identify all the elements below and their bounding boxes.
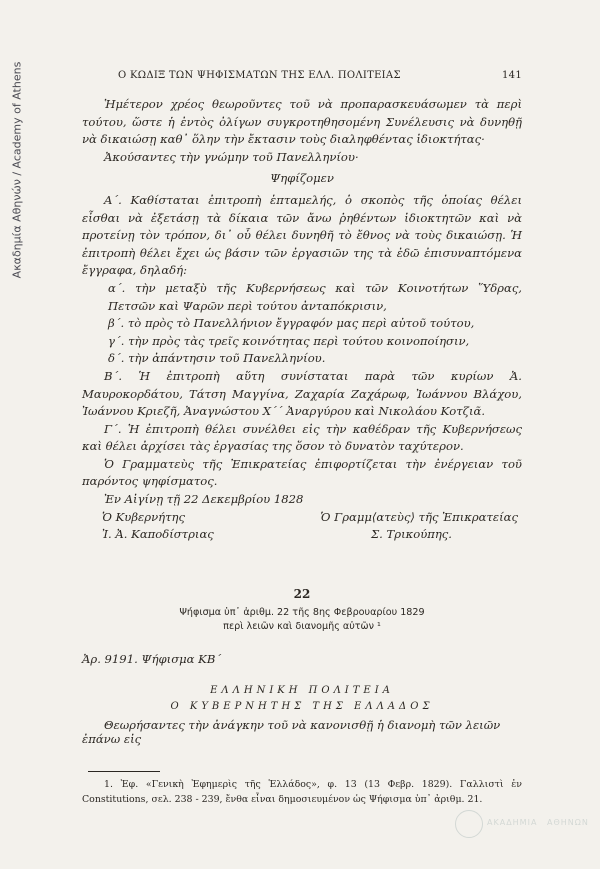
signature-right-name: Σ. Τρικούπης. — [370, 527, 452, 542]
paragraph-1: Ἡμέτερον χρέος θεωροῦντες τοῦ νὰ προπαρασκευάσωμεν τὰ περὶ τούτου, ὥστε ἡ ἐντὸς ὀλίγων συγκροτηθησομένη Συνέλευσις νὰ δυνηθῇ νὰ δικαιώσῃ καθ᾽ ὅλην τὴν ἔκτασιν τοὺς διαληφθέντας ἰδιοκτήτας· — [82, 97, 522, 147]
heading-psifizomen: Ψηφίζομεν — [270, 171, 334, 186]
paragraph-2: Ἀκούσαντες τὴν γνώμην τοῦ Πανελληνίου· — [104, 149, 359, 164]
decree-heading — [82, 606, 522, 634]
watermark-text-2: ΑΘΗΝΩΝ — [547, 818, 589, 827]
page-number: 141 — [502, 70, 522, 81]
signature-row-1 — [82, 509, 522, 527]
state-heading — [82, 683, 522, 715]
list-item-d: δ΄. τὴν ἀπάντησιν τοῦ Πανελληνίου. — [108, 351, 326, 366]
state-heading-line-1: ΕΛΛΗΝΙΚΗ ΠΟΛΙΤΕΙΑ — [210, 685, 394, 696]
list-item-a: α΄. τὴν μεταξὺ τῆς Κυβερνήσεως καὶ τῶν Κοινοτήτων Ὕδρας, Πετσῶν καὶ Ψαρῶν περὶ τούτου ἀνταπόκρισιν, — [108, 280, 522, 313]
watermark-text-1: ΑΚΑΔΗΜΙΑ — [487, 818, 538, 827]
academy-label: Ακαδημία Αθηνών / Academy of Athens — [10, 61, 24, 279]
sidebar-vertical-label — [4, 20, 30, 320]
article-a: Α΄. Καθίσταται ἐπιτροπὴ ἑπταμελής, ὁ σκοπὸς τῆς ὁποίας θέλει εἶσθαι νὰ ἐξετάσῃ τὰ δίκαια τῶν ἄνω ῥηθέντων ἰδιοκτητῶν καὶ νὰ προτείνῃ τὸν τρόπον, δι᾽ οὗ θέλει δυνηθῆ τὸ ἔθνος νὰ τοὺς δικαιώσῃ. Ἡ ἐπιτροπὴ θέλει ἔχει ὡς βάσιν τῶν ἐργασιῶν της τὰ ἐδῶ ἐπισυναπτόμενα ἔγγραφα, δηλαδή: — [82, 192, 522, 278]
decree-line-1: Ψήφισμα ὑπ᾽ ἀριθμ. 22 τῆς 8ης Φεβρουαρίου 1829 — [179, 607, 425, 618]
article-c: Γ΄. Ἡ ἐπιτροπὴ θέλει συνέλθει εἰς τὴν καθέδραν τῆς Κυβερνήσεως καὶ θέλει ἀρχίσει τὰς ἐργασίας της ὅσον τὸ δυνατὸν ταχύτερον. — [82, 421, 522, 454]
signature-row-2 — [82, 526, 522, 544]
footnote: 1. Ἐφ. «Γενικὴ Ἐφημερὶς τῆς Ἑλλάδος», φ. 13 (13 Φεβρ. 1829). Γαλλιστὶ ἐν Constitutions, σελ. 238 - 239, ἔνθα εἶναι δημοσιευμένον ὡς Ψήφισμα ὑπ᾽ ἀριθμ. 21. — [82, 779, 522, 805]
signature-right-title: Ὁ Γραμμ⟨ατεὺς⟩ τῆς Ἐπικρατείας — [320, 509, 518, 524]
state-heading-line-2: Ο ΚΥΒΕΡΝΗΤΗΣ ΤΗΣ ΕΛΛΑΔΟΣ — [170, 701, 434, 712]
secretary-paragraph: Ὁ Γραμματεὺς τῆς Ἐπικρατείας ἐπιφορτίζεται τὴν ἐνέργειαν τοῦ παρόντος ψηφίσματος. — [82, 456, 522, 489]
signature-left-name: Ἰ. Ἀ. Καποδίστριας — [102, 527, 214, 542]
decree-reference: Ἀρ. 9191. Ψήφισμα ΚΒ΄ — [82, 652, 222, 666]
date-line: Ἐν Αἰγίνῃ τῇ 22 Δεκεμβρίου 1828 — [104, 492, 304, 507]
list-item-b: β΄. τὸ πρὸς τὸ Πανελλήνιον ἔγγραφόν μας περὶ αὐτοῦ τούτου, — [108, 316, 475, 331]
academy-watermark — [455, 810, 589, 842]
section-number: 22 — [293, 587, 311, 601]
footnote-divider — [88, 771, 160, 772]
article-b: Β΄. Ἡ ἐπιτροπὴ αὕτη συνίσταται παρὰ τῶν κυρίων Ἀ. Μαυροκορδάτου, Τάτση Μαγγίνα, Ζαχαρία Ζαχάρωφ, Ἰωάννου Βλάχου, Ἰωάννου Κριεζῆ, Ἀναγνώστου Χ΄΄ Ἀναργύρου καὶ Νικολάου Κοτζιᾶ. — [82, 368, 522, 419]
preamble-line: Θεωρήσαντες τὴν ἀνάγκην τοῦ νὰ κανονισθῇ ἡ διανομὴ τῶν λειῶν ἐπάνω εἰς — [82, 718, 501, 746]
academy-seal-icon — [455, 810, 483, 838]
signature-left-title: Ὁ Κυβερνήτης — [102, 509, 185, 524]
list-item-c: γ΄. τὴν πρὸς τὰς τρεῖς κοινότητας περὶ τούτου κοινοποίησιν, — [108, 333, 470, 348]
decree-line-2: περὶ λειῶν καὶ διανομῆς αὐτῶν ¹ — [223, 621, 381, 632]
main-text — [82, 96, 522, 544]
header-title: Ο ΚΩΔΙΞ ΤΩΝ ΨΗΦΙΣΜΑΤΩΝ ΤΗΣ ΕΛΛ. ΠΟΛΙΤΕΙΑΣ — [118, 70, 401, 81]
